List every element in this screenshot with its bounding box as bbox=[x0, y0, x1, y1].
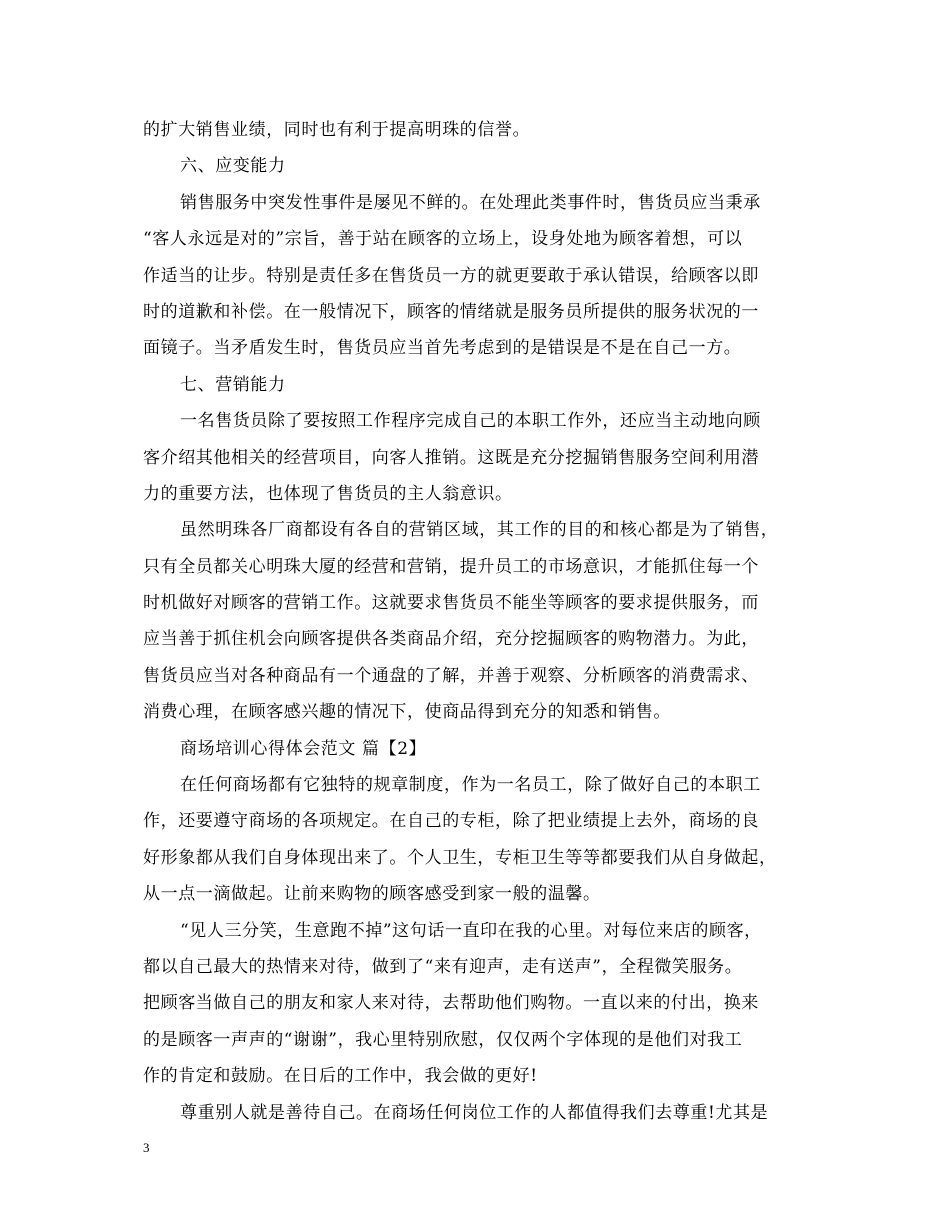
text-line: 作适当的让步。特别是责任多在售货员一方的就更要敢于承认错误，给顾客以即 bbox=[143, 265, 759, 286]
text-line: 面镜子。当矛盾发生时，售货员应当首先考虑到的是错误是不是在自己一方。 bbox=[143, 338, 742, 359]
text-line: 在任何商场都有它独特的规章制度，作为一名员工，除了做好自己的本职工 bbox=[180, 775, 761, 796]
text-line: 应当善于抓住机会向顾客提供各类商品介绍，充分挖掘顾客的购物潜力。为此， bbox=[143, 629, 759, 650]
text-line: 客介绍其他相关的经营项目，向客人推销。这既是充分挖掘销售服务空间利用潜 bbox=[143, 447, 759, 468]
text-line: 尊重别人就是善待自己。在商场任何岗位工作的人都值得我们去尊重!尤其是 bbox=[180, 1102, 769, 1123]
text-line: 时机做好对顾客的营销工作。这就要求售货员不能坐等顾客的要求提供服务，而 bbox=[143, 593, 759, 614]
text-line: 作，还要遵守商场的各项规定。在自己的专柜，除了把业绩提上去外，商场的良 bbox=[143, 811, 759, 832]
text-line: 六、应变能力 bbox=[180, 156, 286, 177]
text-line: 的是顾客一声声的“谢谢”，我心里特别欣慰，仅仅两个字体现的是他们对我工 bbox=[143, 1029, 743, 1050]
text-line: 商场培训心得体会范文 篇【2】 bbox=[180, 738, 427, 759]
text-line: 的扩大销售业绩，同时也有利于提高明珠的信誉。 bbox=[143, 120, 531, 140]
text-line: 一名售货员除了要按照工作程序完成自己的本职工作外，还应当主动地向顾 bbox=[180, 411, 761, 432]
text-line: 作的肯定和鼓励。在日后的工作中，我会做的更好! bbox=[143, 1066, 538, 1087]
text-line: 力的重要方法，也体现了售货员的主人翁意识。 bbox=[143, 483, 513, 504]
text-line: 只有全员都关心明珠大厦的经营和营销，提升员工的市场意识，才能抓住每一个 bbox=[143, 556, 759, 577]
text-line: 消费心理，在顾客感兴趣的情况下，使商品得到充分的知悉和销售。 bbox=[143, 702, 671, 723]
text-line: 虽然明珠各厂商都设有各自的营销区域，其工作的目的和核心都是为了销售， bbox=[180, 520, 779, 541]
text-line: 都以自己最大的热情来对待，做到了“来有迎声，走有送声”，全程微笑服务。 bbox=[143, 956, 743, 977]
text-line: 把顾客当做自己的朋友和家人来对待，去帮助他们购物。一直以来的付出，换来 bbox=[143, 993, 759, 1014]
page-number: 3 bbox=[143, 1140, 150, 1155]
text-line: 从一点一滴做起。让前来购物的顾客感受到家一般的温馨。 bbox=[143, 884, 601, 905]
text-line: “客人永远是对的”宗旨，善于站在顾客的立场上，设身处地为顾客着想，可以 bbox=[143, 229, 743, 250]
text-line: 售货员应当对各种商品有一个通盘的了解，并善于观察、分析顾客的消费需求、 bbox=[143, 665, 759, 686]
text-line: 好形象都从我们自身体现出来了。个人卫生，专柜卫生等等都要我们从自身做起， bbox=[143, 847, 777, 868]
text-line: 销售服务中突发性事件是屡见不鲜的。在处理此类事件时，售货员应当秉承 bbox=[180, 192, 761, 213]
text-line: 时的道歉和补偿。在一般情况下，顾客的情绪就是服务员所提供的服务状况的一 bbox=[143, 301, 759, 322]
text-line: “见人三分笑，生意跑不掉”这句话一直印在我的心里。对每位来店的顾客， bbox=[180, 920, 762, 941]
document-body bbox=[143, 112, 823, 1131]
text-line: 七、营销能力 bbox=[180, 374, 286, 395]
